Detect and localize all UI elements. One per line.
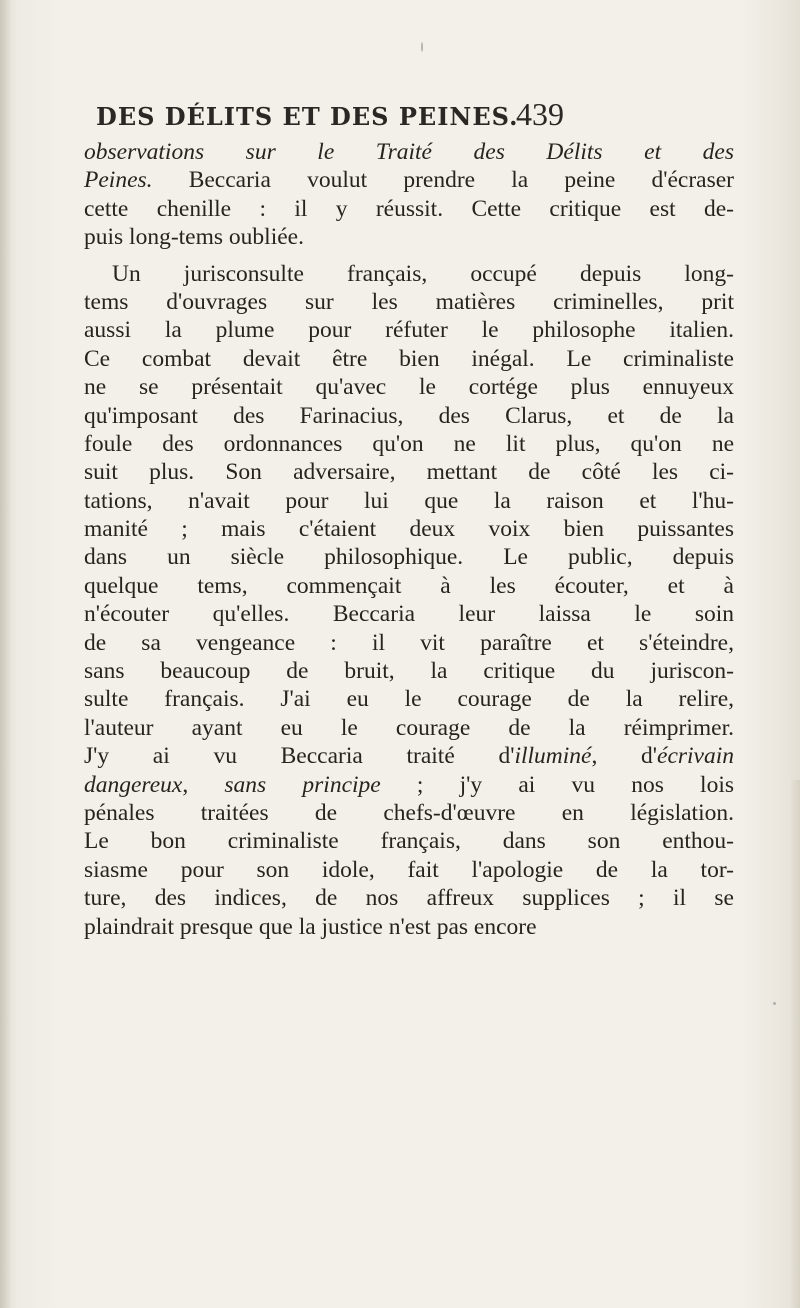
text-line: [84, 223, 734, 251]
text-run: ne se présentait qu'avec le cortége plus ennuyeux: [84, 374, 734, 401]
text-run: quelque tems, commençait à les écouter, et à: [84, 572, 734, 599]
text-run: Ce combat devait être bien inégal. Le criminaliste: [84, 345, 734, 372]
italic-run: dangereux: [84, 771, 183, 798]
text-run: pénales traitées de chefs-d'œuvre en législation.: [84, 799, 734, 826]
text-line: [84, 316, 734, 344]
text-run: qu'imposant des Farinacius, des Clarus, et de la: [84, 402, 734, 429]
italic-run: Peines.: [84, 167, 153, 194]
text-line: [84, 629, 734, 657]
text-line: [84, 458, 734, 486]
text-line: [84, 884, 734, 912]
text-run: suit plus. Son adversaire, mettant de côté les ci-: [84, 459, 734, 486]
page-number: 439: [516, 96, 564, 132]
page-edge-stain: [790, 780, 800, 1308]
italic-run: illuminé: [514, 743, 592, 770]
text-run: n'écouter qu'elles. Beccaria leur laissa le soin: [84, 601, 734, 628]
text-line: [84, 714, 734, 742]
text-line: [84, 487, 734, 515]
text-run: plaindrait presque que la justice n'est pas encore: [84, 913, 537, 940]
text-line: [84, 515, 734, 543]
text-run: Beccaria voulut prendre la peine d'écraser: [152, 167, 734, 194]
text-line: [84, 402, 734, 430]
text-run: , d': [591, 743, 658, 770]
text-line: [84, 685, 734, 713]
body-text: [84, 138, 734, 941]
text-run: de sa vengeance : il vit paraître et s'éteindre,: [84, 629, 734, 656]
italic-run: écrivain: [657, 743, 735, 770]
text-run: tems d'ouvrages sur les matières criminelles, prit: [84, 288, 734, 315]
paragraph: [84, 260, 734, 941]
text-run: aussi la plume pour réfuter le philosophe italien.: [84, 317, 734, 344]
text-line: [84, 543, 734, 571]
text-run: tations, n'avait pour lui que la raison et l'hu-: [84, 487, 734, 514]
text-line: [84, 195, 734, 223]
text-line: [84, 742, 734, 770]
text-run: siasme pour son idole, fait l'apologie de la tor-: [84, 856, 734, 883]
text-line: [84, 913, 734, 941]
running-head-title: DES DÉLITS ET DES PEINES.: [96, 102, 519, 131]
text-run: ,: [182, 771, 225, 798]
text-line: [84, 373, 734, 401]
paragraph-gap: [84, 252, 734, 260]
ink-speck: [773, 1002, 776, 1005]
italic-run: observations sur le Traité des Délits et des: [84, 139, 734, 165]
text-run: sans beaucoup de bruit, la critique du juriscon-: [84, 658, 734, 685]
ink-speck: [421, 42, 423, 52]
text-line: [84, 856, 734, 884]
text-line: [84, 430, 734, 458]
page-gutter-shadow: [0, 0, 12, 1308]
text-line: [84, 771, 734, 799]
text-run: Un jurisconsulte français, occupé depuis long-: [112, 260, 734, 287]
text-run: sulte français. J'ai eu le courage de la relire,: [84, 686, 734, 713]
text-line: [84, 799, 734, 827]
text-run: manité ; mais c'étaient deux voix bien puissantes: [84, 516, 734, 543]
text-line: [84, 288, 734, 316]
text-run: foule des ordonnances qu'on ne lit plus, qu'on ne: [84, 430, 734, 457]
text-run: ture, des indices, de nos affreux supplices ; il se: [84, 885, 734, 912]
text-line: [84, 572, 734, 600]
text-run: J'y ai vu Beccaria traité d': [84, 743, 515, 770]
italic-run: sans principe: [224, 771, 381, 798]
text-line: [84, 657, 734, 685]
text-line: [84, 260, 734, 288]
text-run: dans un siècle philosophique. Le public, depuis: [84, 544, 734, 571]
text-line: [84, 166, 734, 194]
text-line: [84, 827, 734, 855]
text-run: l'auteur ayant eu le courage de la réimprimer.: [84, 714, 734, 741]
paragraph: [84, 138, 734, 252]
text-run: cette chenille : il y réussit. Cette critique est de-: [84, 195, 734, 222]
text-run: ; j'y ai vu nos lois: [380, 771, 735, 798]
text-line: [84, 600, 734, 628]
text-line: [84, 345, 734, 373]
text-run: Le bon criminaliste français, dans son enthou-: [84, 828, 734, 855]
text-run: puis long-tems oubliée.: [84, 224, 304, 251]
text-line: [84, 138, 734, 166]
running-head: [96, 96, 736, 136]
